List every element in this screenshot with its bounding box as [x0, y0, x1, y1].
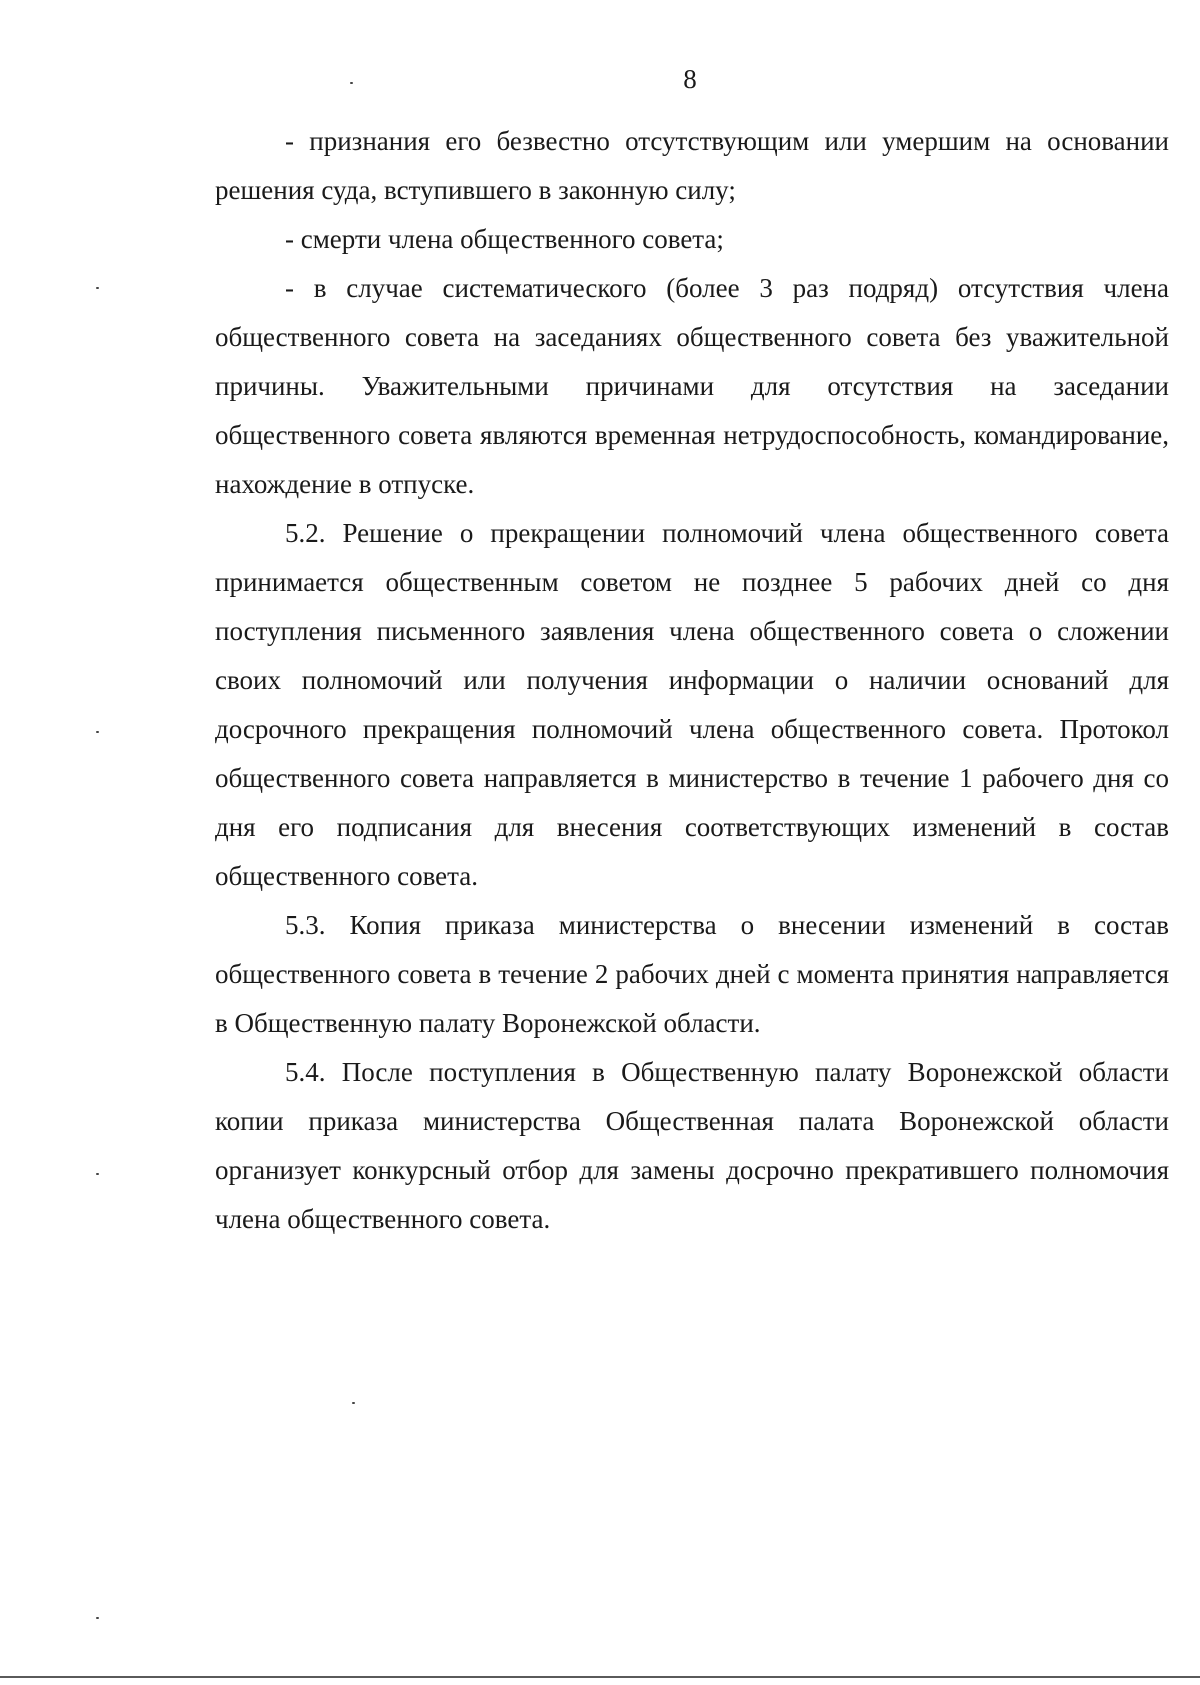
- paragraph-grounds-systematic-absence: - в случае систематического (более 3 раз подряд) отсутствия члена общественного совета на заседаниях общественного совета без уважительной причины. Уважительными причинами для отсутствия на заседании общественного совета являются временная нетрудоспособность, командирование, нахождение в отпуске.: [215, 273, 1169, 499]
- scan-speck: [96, 1617, 99, 1619]
- paragraph-grounds-death: - смерти члена общественного совета;: [285, 224, 724, 254]
- scan-speck: [96, 1173, 99, 1175]
- paragraph-5-3: 5.3. Копия приказа министерства о внесении изменений в состав общественного совета в течение 2 рабочих дней с момента принятия направляется в Общественную палату Воронежской области.: [215, 910, 1169, 1038]
- paragraph-grounds-absence: - признания его безвестно отсутствующим или умершим на основании решения суда, вступившего в законную силу;: [215, 126, 1169, 205]
- scan-speck: [350, 82, 353, 84]
- scan-speck: [352, 1402, 355, 1404]
- paragraph-5-2: 5.2. Решение о прекращении полномочий члена общественного совета принимается общественным советом не позднее 5 рабочих дней со дня поступления письменного заявления члена общественного совета о сложении своих полномочий или получения информации о наличии оснований для досрочного прекращения полномочий члена общественного совета. Протокол общественного совета направляется в министерство в течение 1 рабочего дня со дня его подписания для внесения соответствующих изменений в состав общественного совета.: [215, 518, 1169, 891]
- page-number: 8: [683, 64, 697, 94]
- scan-speck: [96, 731, 99, 733]
- scan-bottom-edge: [0, 1676, 1200, 1678]
- scan-speck: [96, 287, 99, 289]
- paragraph-5-4: 5.4. После поступления в Общественную палату Воронежской области копии приказа министерства Общественная палата Воронежской области организует конкурсный отбор для замены досрочно прекратившего полномочия члена общественного совета.: [215, 1057, 1169, 1234]
- document-body: [215, 117, 1169, 1244]
